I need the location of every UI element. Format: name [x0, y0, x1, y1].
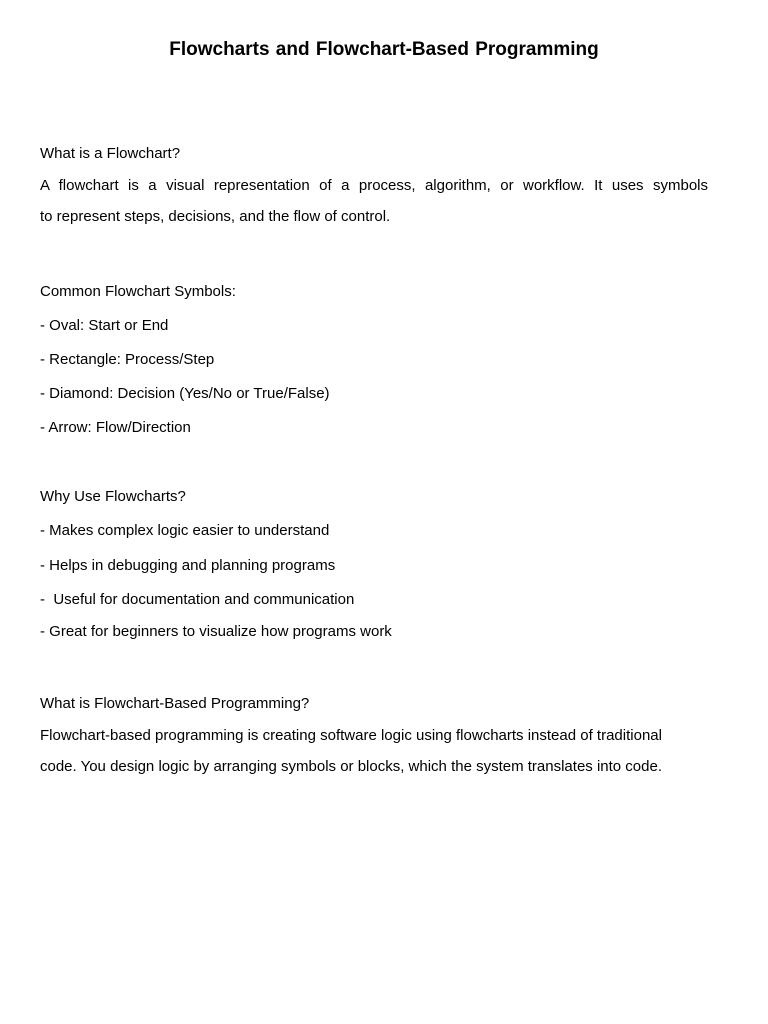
list-item: - Diamond: Decision (Yes/No or True/False): [40, 385, 330, 402]
list-item: - Makes complex logic easier to understand: [40, 522, 330, 539]
paragraph-line: to represent steps, decisions, and the flow of control.: [40, 208, 391, 225]
section-heading: What is a Flowchart?: [40, 145, 181, 162]
paragraph-line: A flowchart is a visual representation of a process, algorithm, or workflow. It uses symbols: [40, 177, 708, 194]
paragraph-line: code. You design logic by arranging symbols or blocks, which the system translates into code.: [40, 758, 663, 775]
paragraph-line: Flowchart-based programming is creating software logic using flowcharts instead of traditional: [40, 727, 662, 744]
list-item: - Rectangle: Process/Step: [40, 351, 215, 368]
list-item: - Useful for documentation and communication: [40, 591, 355, 608]
section-heading: What is Flowchart-Based Programming?: [40, 695, 310, 712]
list-item: - Helps in debugging and planning programs: [40, 557, 336, 574]
list-item: - Oval: Start or End: [40, 317, 169, 334]
list-item: - Arrow: Flow/Direction: [40, 419, 191, 436]
section-heading: Why Use Flowcharts?: [40, 488, 186, 505]
document-title: Flowcharts and Flowchart-Based Programming: [169, 39, 599, 60]
list-item: - Great for beginners to visualize how programs work: [40, 623, 392, 640]
section-heading: Common Flowchart Symbols:: [40, 283, 236, 300]
